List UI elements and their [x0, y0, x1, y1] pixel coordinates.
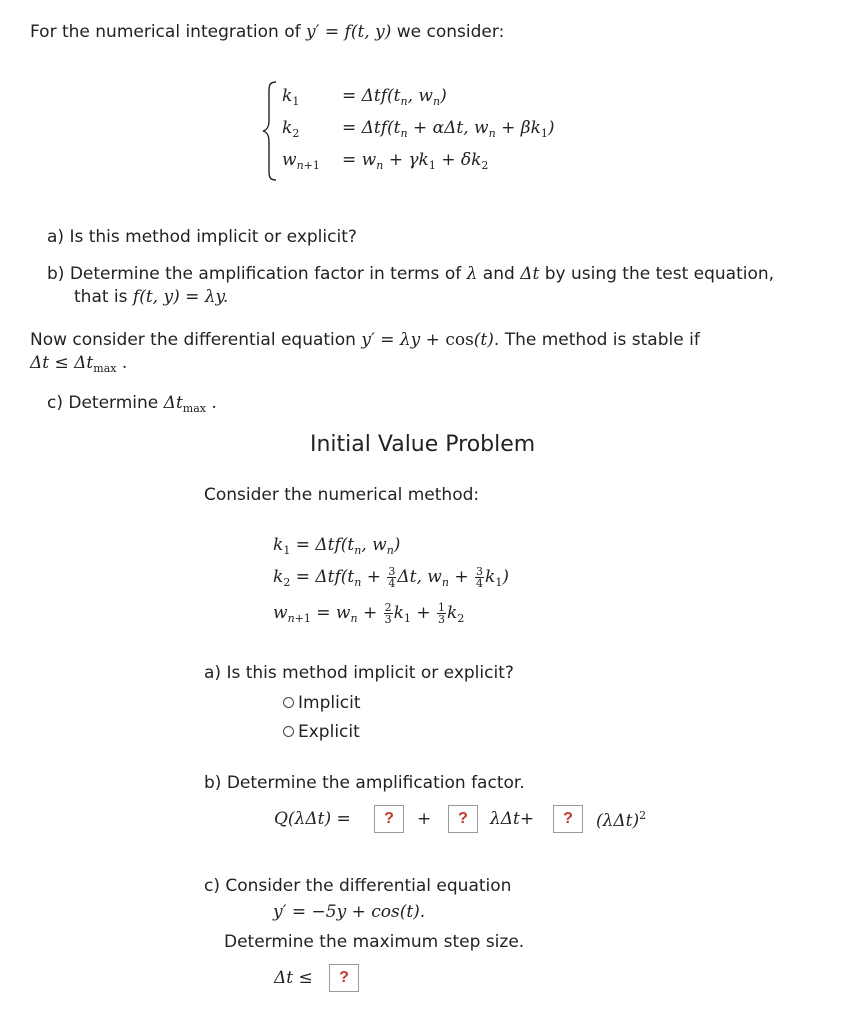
now-ode: y′ = λy + cos(t): [361, 330, 494, 350]
ivp-question-c-line2: Determine the maximum step size.: [224, 932, 525, 952]
step-size-inequality: Δt ≤: [274, 968, 313, 988]
now-line2: $\Delta t \le \Delta t_{max}$ .: [30, 353, 128, 375]
delta-t-symbol: Δt: [520, 264, 540, 284]
ivp-question-c-line1: c) Consider the differential equation: [204, 876, 512, 896]
question-b-and: and: [482, 264, 515, 284]
consider-text: Consider the numerical method:: [204, 485, 480, 505]
intro-tail: we consider:: [396, 22, 505, 42]
ivp-k2: $k_2 = \Delta tf(t_n$ + $\frac{3}{4}$ Δt, $w_n$ + $\frac{3}{4}$ $k_1$): [273, 565, 509, 590]
question-c: [47, 393, 217, 415]
question-c-text: c) Determine: [47, 393, 159, 413]
ivp-k1: $k_1 = \Delta tf(t_n$, $w_n$): [273, 535, 401, 557]
radio-implicit[interactable]: [283, 697, 294, 708]
answer-box-3[interactable]: ?: [553, 805, 583, 833]
system-w: $w_{n+1}$: [282, 150, 320, 172]
question-a: a) Is this method implicit or explicit?: [47, 227, 357, 247]
question-b-line1: [47, 264, 774, 284]
plus-sign-1: +: [417, 809, 432, 829]
now-line1: [30, 330, 700, 350]
now-text: Now consider the differential equation: [30, 330, 356, 350]
system-k2-rhs: = $\Delta tf(t_n + \alpha\Delta t$, $w_n + \beta k_1$): [342, 118, 555, 140]
ivp-question-c-eq: y′ = −5y + cos(t).: [273, 902, 426, 922]
intro-line: [30, 22, 504, 42]
ivp-question-a: a) Is this method implicit or explicit?: [204, 663, 514, 683]
option-implicit-label[interactable]: Implicit: [298, 693, 361, 713]
answer-box-1[interactable]: ?: [374, 805, 404, 833]
section-title: Initial Value Problem: [310, 432, 536, 457]
amplification-lhs: Q(λΔt) =: [274, 809, 351, 829]
delta-t-max: $\Delta t_{max}$ .: [163, 393, 217, 415]
question-b-tail: by using the test equation,: [544, 264, 775, 284]
question-b-text: b) Determine the amplification factor in terms of: [47, 264, 462, 284]
option-explicit-label[interactable]: Explicit: [298, 722, 360, 742]
answer-box-2[interactable]: ?: [448, 805, 478, 833]
lambda-symbol: λ: [466, 264, 478, 284]
intro-ode: y′ = f(t, y): [306, 22, 392, 42]
now-tail: . The method is stable if: [493, 330, 700, 350]
radio-explicit[interactable]: [283, 726, 294, 737]
system-k1-rhs: = $\Delta tf(t_n$, $w_n$): [342, 86, 447, 108]
answer-box-4[interactable]: ?: [329, 964, 359, 992]
system-k2: $k_2$: [282, 118, 300, 140]
ivp-w: $w_{n+1} = w_n$ + $\frac{2}{3}$ $k_1$ + $\frac{1}{3}$ $k_2$: [273, 601, 465, 626]
test-equation: f(t, y) = λy.: [132, 287, 229, 307]
system-w-rhs: = $w_n + \gamma k_1 + \delta k_2$: [342, 150, 489, 172]
lambda-dt-term: λΔt+: [490, 809, 535, 829]
system-k1: $k_1$: [282, 86, 300, 108]
system-brace: [262, 80, 278, 182]
lambda-dt-squared: $(\lambda\Delta t)^2$: [596, 809, 647, 831]
intro-text: For the numerical integration of: [30, 22, 301, 42]
question-b-line2: [74, 287, 228, 307]
question-b-that-is: that is: [74, 287, 128, 307]
ivp-question-b: b) Determine the amplification factor.: [204, 773, 525, 793]
